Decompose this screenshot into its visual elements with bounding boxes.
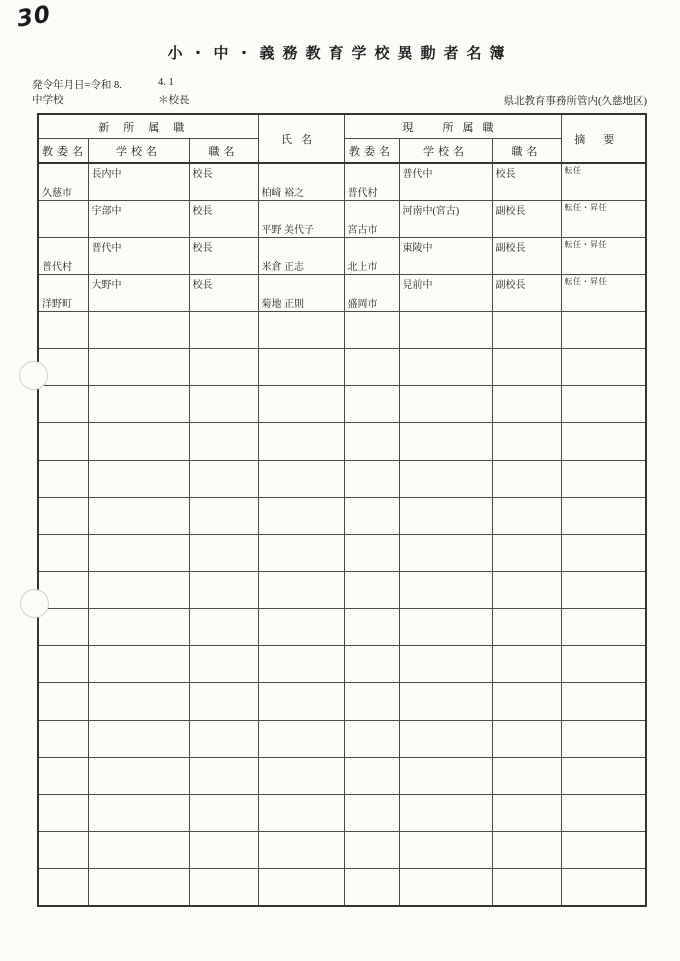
table-row [38,646,646,683]
cell-current-board: 普代村 [344,163,399,200]
cell-new-title [189,757,258,794]
cell-current-title [492,349,561,386]
cell-current-board [344,423,399,460]
cell-current-title [492,646,561,683]
cell-remarks [561,386,646,423]
header-remarks-column: 摘要 [561,114,646,163]
cell-current-board [344,683,399,720]
cell-current-school [399,832,492,869]
table-row [38,460,646,497]
cell-current-title [492,757,561,794]
cell-new-school [88,832,189,869]
cell-current-title [492,460,561,497]
cell-current-board [344,646,399,683]
header-current-school: 学校名 [399,139,492,164]
cell-new-school: 普代中 [88,237,189,274]
table-row [38,534,646,571]
cell-new-title [189,312,258,349]
header-current-board: 教委名 [344,139,399,164]
cell-remarks [561,609,646,646]
cell-remarks [561,312,646,349]
cell-new-board: 洋野町 [38,274,88,311]
cell-new-title [189,720,258,757]
cell-remarks [561,869,646,906]
cell-new-title [189,609,258,646]
cell-name [258,572,344,609]
cell-current-title [492,794,561,831]
header-name-column: 氏名 [258,114,344,163]
cell-current-title [492,497,561,534]
cell-current-school [399,460,492,497]
cell-remarks [561,460,646,497]
cell-name [258,646,344,683]
cell-remarks [561,683,646,720]
cell-current-board [344,794,399,831]
cell-new-school [88,349,189,386]
cell-current-school [399,534,492,571]
document-title: 小・中・義務教育学校異動者名簿 [167,46,513,62]
cell-current-school: 河南中(宮古) [399,200,492,237]
table-row [38,683,646,720]
header-current-title: 職名 [492,139,561,164]
cell-current-board [344,609,399,646]
cell-current-title [492,683,561,720]
cell-new-school [88,572,189,609]
cell-remarks [561,349,646,386]
cell-current-school [399,497,492,534]
cell-current-board: 盛岡市 [344,274,399,311]
cell-name [258,349,344,386]
table-row [38,757,646,794]
cell-current-school: 東陵中 [399,237,492,274]
cell-current-school [399,794,492,831]
cell-current-board: 宮古市 [344,200,399,237]
roster-table-header [38,114,646,163]
cell-new-title [189,460,258,497]
cell-new-board [38,312,88,349]
table-row [38,163,646,200]
cell-current-board [344,757,399,794]
cell-new-board [38,794,88,831]
cell-new-board [38,646,88,683]
cell-new-board [38,460,88,497]
cell-name: 平野 美代子 [258,200,344,237]
cell-current-board [344,312,399,349]
cell-current-board [344,832,399,869]
cell-current-title: 校長 [492,163,561,200]
punch-hole-top [19,361,48,390]
cell-remarks: 転任・昇任 [561,274,646,311]
cell-new-title [189,646,258,683]
cell-current-board [344,386,399,423]
cell-name [258,609,344,646]
table-row [38,609,646,646]
cell-current-board [344,534,399,571]
table-row [38,497,646,534]
cell-current-board [344,349,399,386]
cell-new-title [189,869,258,906]
cell-remarks [561,572,646,609]
cell-name [258,832,344,869]
cell-new-board [38,869,88,906]
table-row [38,869,646,906]
cell-name [258,534,344,571]
cell-current-board [344,497,399,534]
cell-new-school [88,609,189,646]
punch-hole-bottom [20,589,49,618]
cell-new-school [88,460,189,497]
cell-new-school [88,646,189,683]
cell-new-school [88,720,189,757]
cell-current-school [399,423,492,460]
cell-name [258,757,344,794]
cell-new-title [189,572,258,609]
cell-name [258,683,344,720]
cell-current-school [399,386,492,423]
cell-current-title [492,869,561,906]
table-row [38,423,646,460]
cell-new-school [88,534,189,571]
issue-date-value: 4. 1 [158,77,174,88]
cell-new-title: 校長 [189,200,258,237]
cell-remarks [561,423,646,460]
cell-new-school [88,423,189,460]
cell-name [258,312,344,349]
cell-new-board [38,497,88,534]
cell-current-school: 見前中 [399,274,492,311]
cell-current-board [344,572,399,609]
cell-current-title: 副校長 [492,274,561,311]
cell-current-school: 普代中 [399,163,492,200]
cell-name: 柏﨑 裕之 [258,163,344,200]
cell-new-school: 長内中 [88,163,189,200]
cell-new-title [189,832,258,869]
cell-remarks [561,720,646,757]
cell-current-title [492,609,561,646]
cell-new-title: 校長 [189,163,258,200]
cell-new-board [38,757,88,794]
cell-name [258,794,344,831]
cell-new-title [189,349,258,386]
cell-name [258,720,344,757]
header-new-position-group: 新所属職 [38,114,258,139]
cell-remarks [561,794,646,831]
cell-current-title [492,720,561,757]
table-row [38,349,646,386]
cell-new-school [88,869,189,906]
cell-current-title [492,312,561,349]
cell-current-school [399,312,492,349]
cell-current-title: 副校長 [492,237,561,274]
cell-new-school: 大野中 [88,274,189,311]
roster-table-container [37,113,647,907]
cell-name: 菊地 正則 [258,274,344,311]
table-row [38,720,646,757]
cell-new-school [88,386,189,423]
cell-name [258,386,344,423]
cell-current-school [399,646,492,683]
cell-new-school [88,312,189,349]
cell-new-school [88,794,189,831]
cell-current-title [492,832,561,869]
cell-new-board: 久慈市 [38,163,88,200]
cell-remarks [561,497,646,534]
table-row [38,386,646,423]
handwritten-page-number: 30 [15,1,53,33]
cell-name [258,869,344,906]
office-region-label: 県北教育事務所管内(久慈地区) [503,96,647,107]
header-new-title: 職名 [189,139,258,164]
header-new-school: 学校名 [88,139,189,164]
table-row [38,237,646,274]
roster-table [37,113,647,907]
cell-remarks: 転任 [561,163,646,200]
cell-remarks [561,646,646,683]
cell-new-title [189,497,258,534]
cell-new-board [38,609,88,646]
cell-remarks [561,534,646,571]
cell-new-school: 宇部中 [88,200,189,237]
cell-new-title: 校長 [189,237,258,274]
cell-remarks: 転任・昇任 [561,237,646,274]
cell-remarks: 転任・昇任 [561,200,646,237]
cell-current-school [399,349,492,386]
cell-new-title: 校長 [189,274,258,311]
cell-current-board [344,869,399,906]
cell-new-title [189,423,258,460]
cell-new-board [38,832,88,869]
table-row [38,794,646,831]
cell-new-school [88,497,189,534]
cell-remarks [561,757,646,794]
table-row [38,274,646,311]
position-filter-label: ＊校長 [158,95,190,106]
cell-new-title [189,386,258,423]
table-row [38,832,646,869]
cell-new-board [38,423,88,460]
cell-new-board [38,720,88,757]
cell-current-board [344,460,399,497]
cell-current-title [492,534,561,571]
table-row [38,572,646,609]
cell-new-board [38,534,88,571]
cell-name [258,497,344,534]
cell-current-school [399,572,492,609]
cell-current-board [344,720,399,757]
cell-new-board [38,386,88,423]
cell-current-school [399,609,492,646]
header-new-board: 教委名 [38,139,88,164]
cell-current-school [399,720,492,757]
table-body [38,163,646,906]
cell-current-title [492,386,561,423]
header-current-position-group: 現 所属職 [344,114,561,139]
cell-new-title [189,794,258,831]
cell-current-school [399,869,492,906]
cell-new-school [88,757,189,794]
cell-current-title [492,572,561,609]
cell-current-board: 北上市 [344,237,399,274]
cell-current-school [399,757,492,794]
cell-new-title [189,534,258,571]
cell-new-board [38,683,88,720]
issue-date-label: 発令年月日=令和 8. [32,80,122,91]
cell-new-board [38,200,88,237]
cell-name [258,423,344,460]
table-row [38,312,646,349]
cell-current-title: 副校長 [492,200,561,237]
cell-name: 米倉 正志 [258,237,344,274]
cell-remarks [561,832,646,869]
school-level-label: 中学校 [32,95,64,106]
cell-current-title [492,423,561,460]
cell-name [258,460,344,497]
cell-current-school [399,683,492,720]
cell-new-board: 普代村 [38,237,88,274]
table-row [38,200,646,237]
cell-new-school [88,683,189,720]
cell-new-title [189,683,258,720]
